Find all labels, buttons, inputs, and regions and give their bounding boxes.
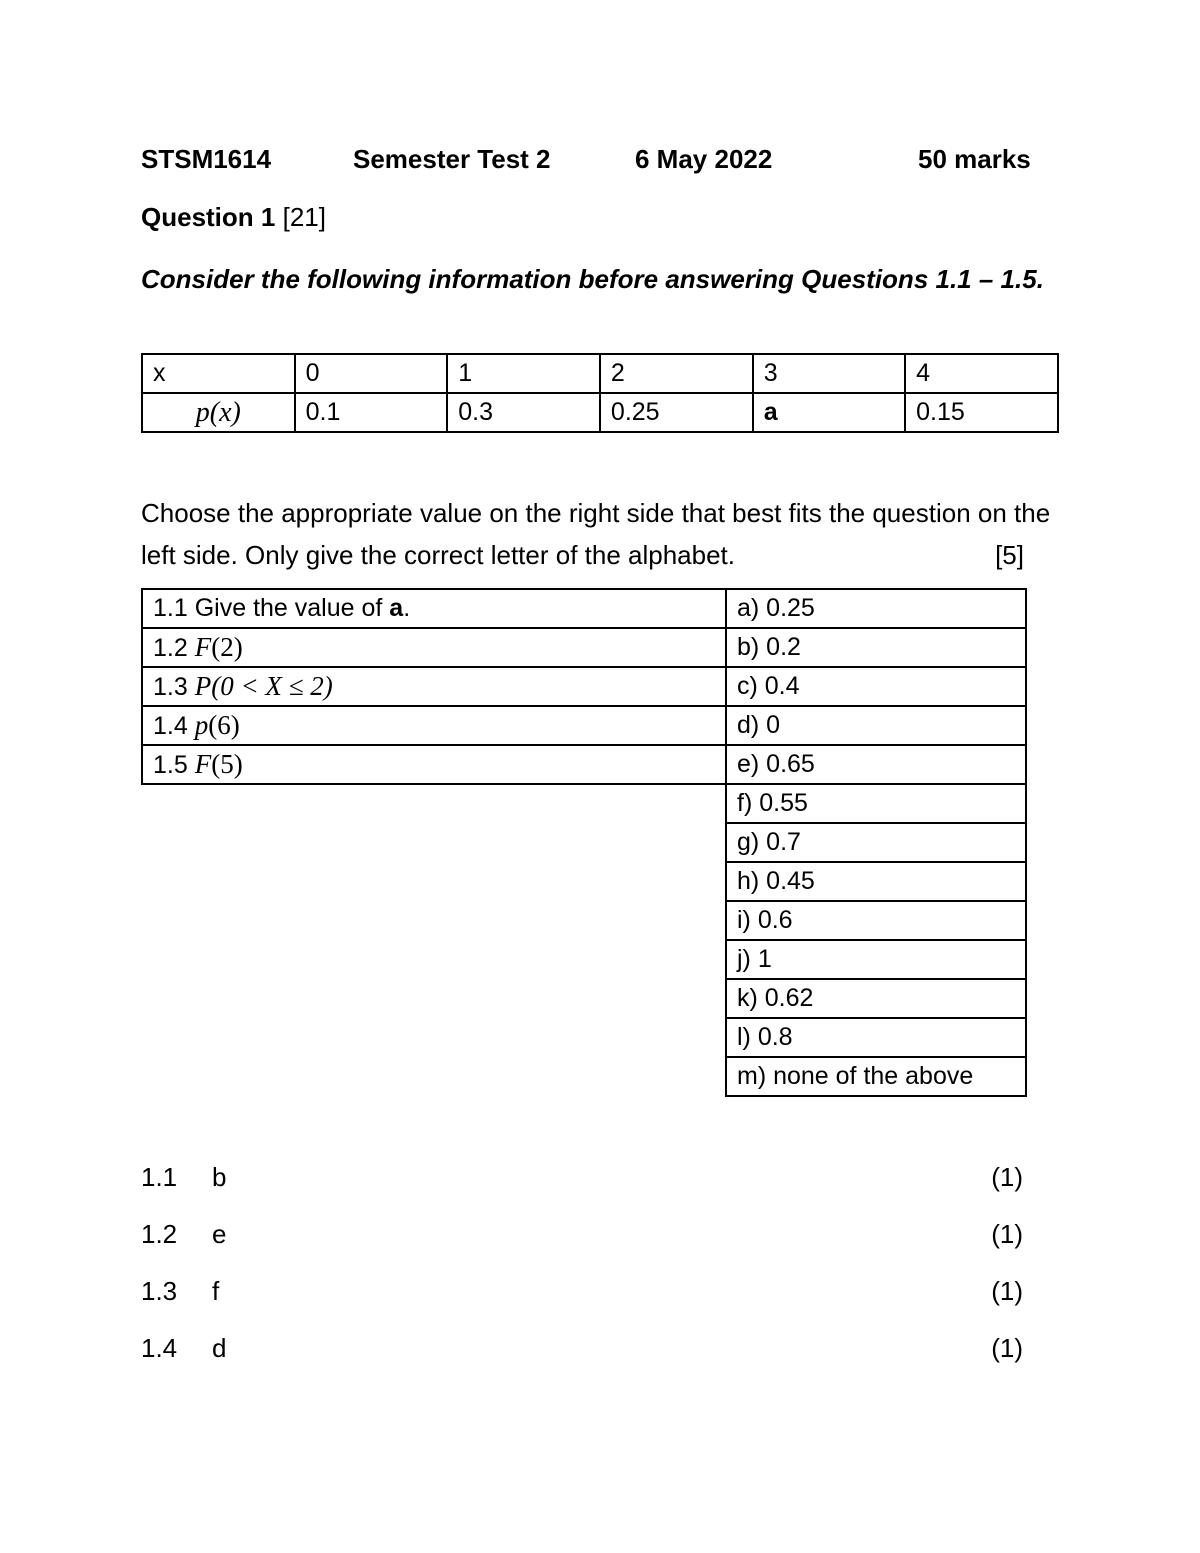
p-value: 0.15 xyxy=(905,393,1058,432)
matching-row xyxy=(142,1057,1026,1096)
question-label: Question 1 xyxy=(141,202,276,232)
p-row-label: p(x) xyxy=(142,393,295,432)
matching-option: e) 0.65 xyxy=(726,745,1026,784)
matching-option: l) 0.8 xyxy=(726,1018,1026,1057)
p-value-unknown: a xyxy=(753,393,905,432)
p-value: 0.25 xyxy=(600,393,753,432)
matching-row xyxy=(142,667,1026,706)
empty-cell xyxy=(142,1057,726,1096)
x-value: 3 xyxy=(753,354,905,393)
empty-cell xyxy=(142,823,726,862)
x-value: 0 xyxy=(295,354,448,393)
matching-option: h) 0.45 xyxy=(726,862,1026,901)
test-name: Semester Test 2 xyxy=(353,144,551,174)
answer-row xyxy=(141,1333,1023,1365)
question-total: [21] xyxy=(282,202,326,232)
instruction xyxy=(141,492,1066,576)
course-code: STSM1614 xyxy=(141,144,272,174)
matching-option: d) 0 xyxy=(726,706,1026,745)
question-punctuation: . xyxy=(403,594,411,622)
question-function: F xyxy=(194,749,212,779)
total-marks: 50 marks xyxy=(918,144,1031,174)
matching-question xyxy=(142,589,726,628)
matching-question xyxy=(142,706,726,745)
answer-marks: (1) xyxy=(991,1162,1023,1192)
answer-letter: e xyxy=(212,1219,227,1249)
empty-cell xyxy=(142,940,726,979)
answer-row xyxy=(141,1219,1023,1251)
answer-number: 1.4 xyxy=(141,1333,178,1363)
matching-option: k) 0.62 xyxy=(726,979,1026,1018)
question-number: 1.5 xyxy=(153,751,188,779)
question-heading xyxy=(141,202,326,233)
answer-marks: (1) xyxy=(991,1276,1023,1306)
x-row xyxy=(142,354,1058,393)
empty-cell xyxy=(142,901,726,940)
x-value: 1 xyxy=(447,354,600,393)
p-value: 0.1 xyxy=(295,393,448,432)
question-argument: (6) xyxy=(208,710,240,740)
matching-question xyxy=(142,628,726,667)
instruction-marks: [5] xyxy=(995,540,1024,570)
x-row-label: x xyxy=(142,354,295,393)
question-variable: a xyxy=(389,594,404,622)
answer-letter: f xyxy=(212,1276,220,1306)
matching-row xyxy=(142,940,1026,979)
question-argument: (5) xyxy=(211,749,243,779)
matching-option: b) 0.2 xyxy=(726,628,1026,667)
matching-row xyxy=(142,628,1026,667)
question-function: P xyxy=(194,671,212,701)
matching-option: a) 0.25 xyxy=(726,589,1026,628)
question-number: 1.1 xyxy=(153,594,188,622)
empty-cell xyxy=(142,784,726,823)
matching-row xyxy=(142,1018,1026,1057)
question-number: 1.3 xyxy=(153,673,188,701)
matching-option: j) 1 xyxy=(726,940,1026,979)
matching-row xyxy=(142,784,1026,823)
matching-row xyxy=(142,589,1026,628)
x-value: 4 xyxy=(905,354,1058,393)
matching-row xyxy=(142,979,1026,1018)
matching-option: c) 0.4 xyxy=(726,667,1026,706)
matching-option: g) 0.7 xyxy=(726,823,1026,862)
matching-option: i) 0.6 xyxy=(726,901,1026,940)
question-number: 1.4 xyxy=(153,712,188,740)
x-value: 2 xyxy=(600,354,753,393)
test-date: 6 May 2022 xyxy=(635,144,773,174)
matching-row xyxy=(142,745,1026,784)
question-argument: (2) xyxy=(211,632,243,662)
answer-marks: (1) xyxy=(991,1219,1023,1249)
answer-letter: b xyxy=(212,1162,227,1192)
matching-option: m) none of the above xyxy=(726,1057,1026,1096)
empty-cell xyxy=(142,1018,726,1057)
answer-row xyxy=(141,1162,1023,1194)
question-number: 1.2 xyxy=(153,634,188,662)
probability-distribution-table xyxy=(141,353,1059,433)
answer-number: 1.1 xyxy=(141,1162,178,1192)
question-argument: (0 < X ≤ 2) xyxy=(211,671,333,701)
answer-number: 1.3 xyxy=(141,1276,178,1306)
question-function: p xyxy=(194,710,209,740)
answer-letter: d xyxy=(212,1333,227,1363)
question-text: Give the value of xyxy=(194,594,390,622)
matching-row xyxy=(142,862,1026,901)
instruction-text: Choose the appropriate value on the right side that best fits the question on the left side. Only give the correct letter of the alphabet. xyxy=(141,498,1051,570)
empty-cell xyxy=(142,979,726,1018)
matching-question xyxy=(142,667,726,706)
p-row xyxy=(142,393,1058,432)
matching-row xyxy=(142,706,1026,745)
matching-table xyxy=(141,588,1027,1097)
matching-row xyxy=(142,901,1026,940)
matching-question xyxy=(142,745,726,784)
empty-cell xyxy=(142,862,726,901)
answer-row xyxy=(141,1276,1023,1308)
question-intro: Consider the following information before answering Questions 1.1 – 1.5. xyxy=(141,264,1044,294)
matching-option: f) 0.55 xyxy=(726,784,1026,823)
answer-marks: (1) xyxy=(991,1333,1023,1363)
matching-row xyxy=(142,823,1026,862)
question-function: F xyxy=(194,632,212,662)
answer-number: 1.2 xyxy=(141,1219,178,1249)
p-value: 0.3 xyxy=(447,393,600,432)
